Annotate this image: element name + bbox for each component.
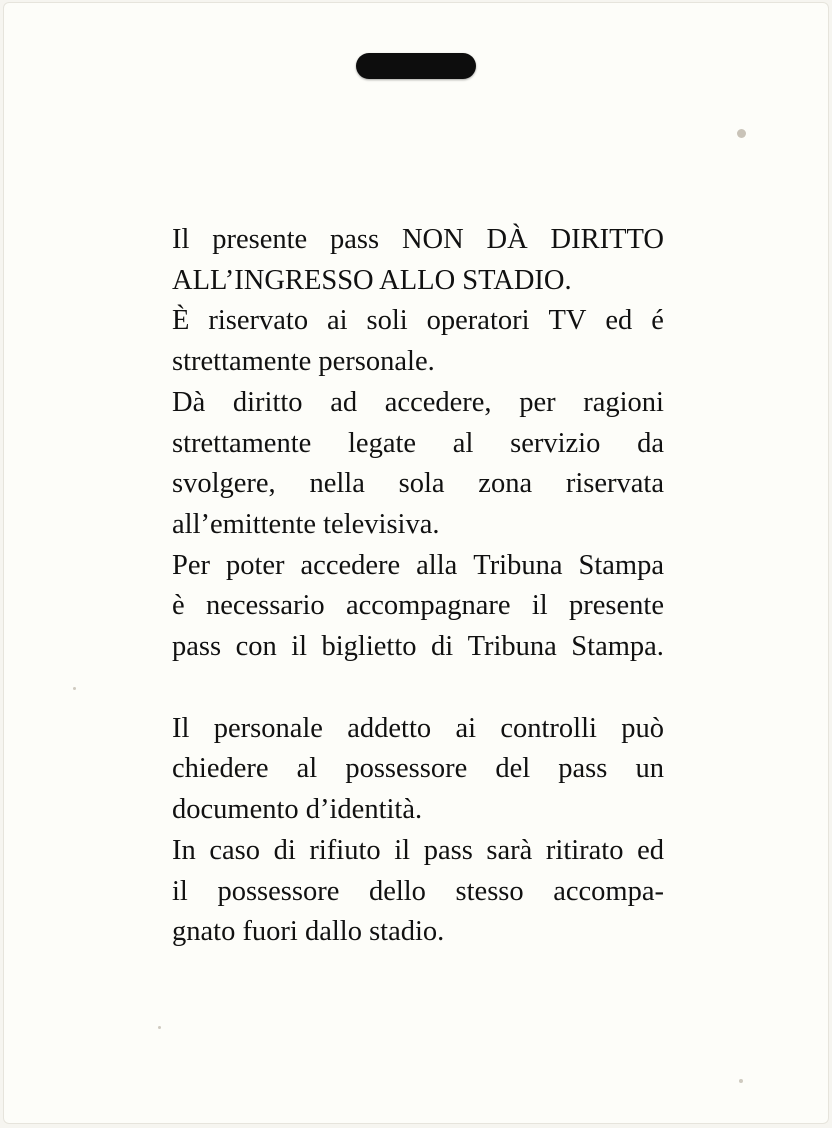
text-word: Tribuna: [473, 549, 563, 581]
text-word: DÀ: [486, 224, 528, 255]
text-word: NON: [401, 224, 464, 255]
text-line: [172, 301, 664, 342]
text-word: accompagnare: [345, 590, 511, 622]
text-word: con: [235, 631, 277, 663]
text-word: può: [621, 712, 664, 744]
text-word: il: [172, 875, 188, 907]
section-spacer: [172, 668, 664, 709]
paper-speck: [158, 1026, 161, 1029]
text-word: il: [394, 834, 411, 866]
lanyard-slot: [356, 53, 476, 79]
text-word: È: [172, 305, 190, 337]
text-word: pass: [423, 834, 473, 866]
terms-section-controls: [172, 709, 664, 953]
text-word: In: [172, 834, 196, 866]
text-word: strettamente: [172, 427, 312, 459]
text-word: DIRITTO: [550, 224, 664, 255]
text-word: ragioni: [583, 386, 664, 418]
text-word: da: [637, 427, 664, 459]
paper-speck: [737, 129, 746, 138]
text-word: personale: [213, 712, 323, 744]
text-word: del: [495, 753, 531, 785]
text-word: soli: [366, 305, 408, 337]
text-word: Tribuna: [467, 631, 557, 663]
text-word: Per: [172, 549, 210, 581]
text-word: ai: [455, 712, 477, 744]
text-word: ad: [330, 386, 358, 418]
text-word: all’emittente televisiva.: [172, 508, 440, 540]
text-word: pass: [558, 753, 608, 785]
terms-section-access: [172, 220, 664, 668]
text-word: per: [519, 386, 556, 418]
text-word: dello: [368, 875, 426, 907]
text-line: [172, 790, 664, 831]
text-word: nella: [309, 468, 365, 500]
text-word: Il: [172, 224, 190, 255]
text-line: [172, 220, 664, 261]
pass-terms-text: [172, 220, 664, 953]
text-word: strettamente personale.: [172, 346, 435, 378]
text-line: [172, 627, 664, 668]
text-word: ritirato: [545, 834, 624, 866]
text-word: gnato fuori dallo stadio.: [172, 916, 445, 948]
text-line: [172, 261, 664, 302]
text-word: accedere: [300, 549, 401, 581]
text-word: documento d’identità.: [172, 794, 423, 826]
text-word: é: [651, 305, 664, 337]
paper-speck: [73, 687, 76, 690]
text-word: chiedere: [172, 753, 269, 785]
paper-speck: [739, 1079, 743, 1083]
text-word: alla: [416, 549, 458, 581]
text-word: legate: [348, 427, 417, 459]
text-line: [172, 912, 664, 953]
text-word: svolgere,: [172, 468, 276, 500]
text-word: Stampa: [578, 549, 664, 581]
text-word: sarà: [486, 834, 533, 866]
text-word: pass: [172, 631, 222, 663]
text-word: Stampa.: [571, 631, 664, 663]
text-word: poter: [225, 549, 285, 581]
text-line: [172, 831, 664, 872]
text-word: riservata: [565, 468, 664, 500]
text-word: accedere,: [384, 386, 492, 418]
text-word: accompa-: [553, 875, 664, 907]
text-word: il: [291, 631, 308, 663]
text-word: al: [452, 427, 474, 459]
text-word: riservato: [208, 305, 309, 337]
text-word: presente: [569, 590, 664, 622]
text-word: diritto: [232, 386, 303, 418]
text-word: necessario: [205, 590, 325, 622]
text-word: Dà: [172, 386, 206, 418]
text-word: TV: [548, 305, 587, 337]
text-word: il: [531, 590, 548, 622]
text-word: al: [296, 753, 318, 785]
text-word: di: [273, 834, 296, 866]
text-word: controlli: [500, 712, 597, 744]
text-word: è: [172, 590, 185, 622]
text-line: [172, 586, 664, 627]
text-line: [172, 342, 664, 383]
text-line: [172, 872, 664, 913]
text-word: operatori: [426, 305, 530, 337]
text-word: possessore: [217, 875, 340, 907]
text-word: possessore: [345, 753, 468, 785]
text-word: biglietto: [321, 631, 417, 663]
text-line: [172, 749, 664, 790]
text-word: ai: [327, 305, 348, 337]
text-word: servizio: [510, 427, 601, 459]
text-word: ed: [637, 834, 664, 866]
text-line: [172, 464, 664, 505]
text-line: [172, 424, 664, 465]
text-word: di: [430, 631, 454, 663]
text-word: rifiuto: [309, 834, 381, 866]
text-word: addetto: [347, 712, 432, 744]
text-word: un: [635, 753, 664, 785]
text-word: pass: [330, 224, 380, 255]
text-line: [172, 546, 664, 587]
text-line: [172, 383, 664, 424]
text-line: [172, 505, 664, 546]
text-word: ed: [605, 305, 633, 337]
text-word: presente: [212, 224, 308, 255]
text-word: zona: [478, 468, 533, 500]
text-word: ALL’INGRESSO ALLO STADIO.: [172, 264, 572, 296]
text-word: sola: [398, 468, 445, 500]
text-word: stesso: [455, 875, 524, 907]
text-word: caso: [209, 834, 260, 866]
text-line: [172, 709, 664, 750]
text-word: Il: [172, 712, 190, 744]
